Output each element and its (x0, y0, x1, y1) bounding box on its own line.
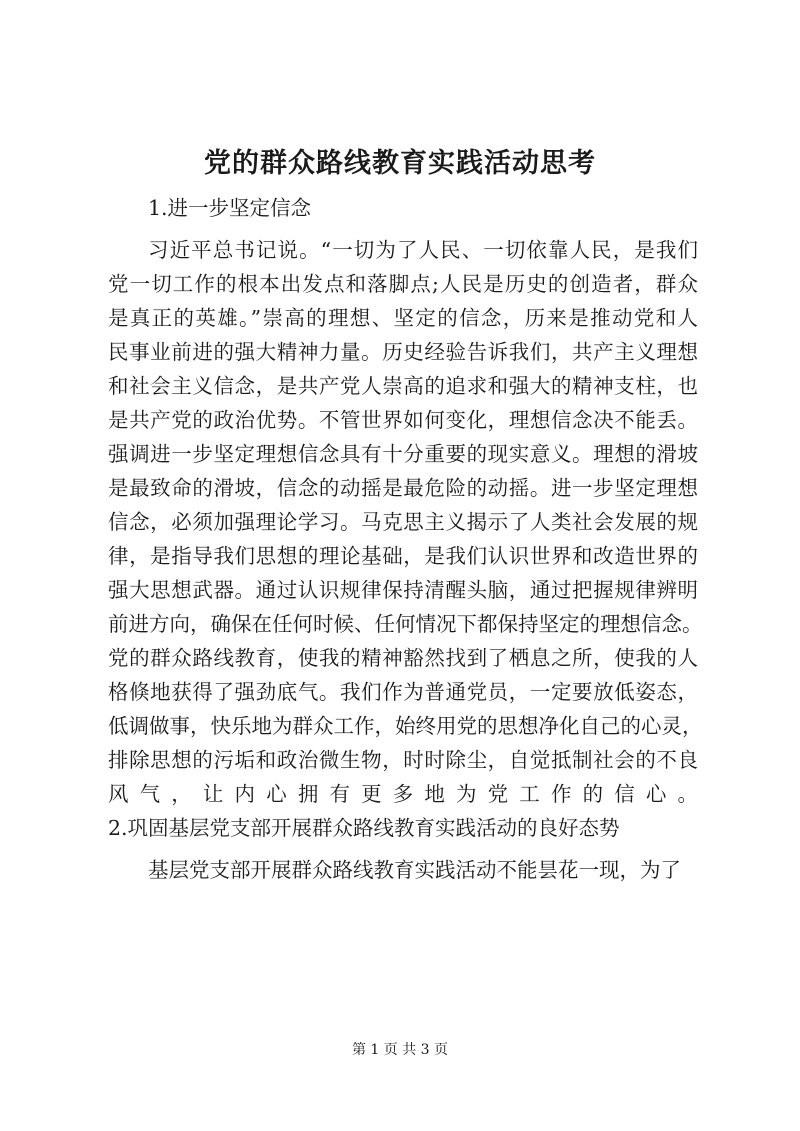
paragraph-line: 2.巩固基层党支部开展群众路线教育实践活动的良好态势 (108, 816, 620, 840)
paragraph-line: 是共产党的政治优势。不管世界如何变化，理想信念决不能丢。 (108, 408, 698, 432)
paragraph-line: 律，是指导我们思想的理论基础，是我们认识世界和改造世界的 (108, 544, 698, 568)
paragraph-line: 信念，必须加强理论学习。马克思主义揭示了人类社会发展的规 (108, 510, 698, 534)
paragraph-line: 强大思想武器。通过认识规律保持清醒头脑，通过把握规律辨明 (108, 578, 698, 602)
section-heading-1: 1.进一步坚定信念 (148, 196, 312, 220)
paragraph-line: 风气，让内心拥有更多地为党工作的信心。 (108, 782, 698, 806)
paragraph-line: 前进方向，确保在任何时候、任何情况下都保持坚定的理想信念。 (108, 612, 703, 636)
page-number-footer: 第 1 页 共 3 页 (351, 1042, 449, 1058)
document-title: 党的群众路线教育实践活动思考 (204, 148, 596, 179)
paragraph-line: 是真正的英雄。”崇高的理想、坚定的信念，历来是推动党和人 (108, 306, 698, 330)
paragraph-line: 和社会主义信念，是共产党人崇高的追求和强大的精神支柱，也 (108, 374, 698, 398)
paragraph-line: 排除思想的污垢和政治微生物，时时除尘，自觉抵制社会的不良 (108, 748, 698, 772)
paragraph-line: 格倏地获得了强劲底气。我们作为普通党员，一定要放低姿态， (108, 680, 698, 704)
paragraph-line: 是最致命的滑坡，信念的动摇是最危险的动摇。进一步坚定理想 (108, 476, 698, 500)
paragraph-line: 低调做事，快乐地为群众工作，始终用党的思想净化自己的心灵， (108, 714, 703, 738)
paragraph-line: 党一切工作的根本出发点和落脚点;人民是历史的创造者，群众 (108, 272, 698, 296)
paragraph-line: 强调进一步坚定理想信念具有十分重要的现实意义。理想的滑坡 (108, 442, 698, 466)
paragraph-line: 党的群众路线教育，使我的精神豁然找到了栖息之所，使我的人 (108, 646, 698, 670)
paragraph-line: 民事业前进的强大精神力量。历史经验告诉我们，共产主义理想 (108, 340, 698, 364)
section-heading-2: 基层党支部开展群众路线教育实践活动不能昙花一现，为了 (148, 858, 681, 882)
paragraph-line: 习近平总书记说。“一切为了人民、一切依靠人民，是我们 (148, 238, 698, 262)
